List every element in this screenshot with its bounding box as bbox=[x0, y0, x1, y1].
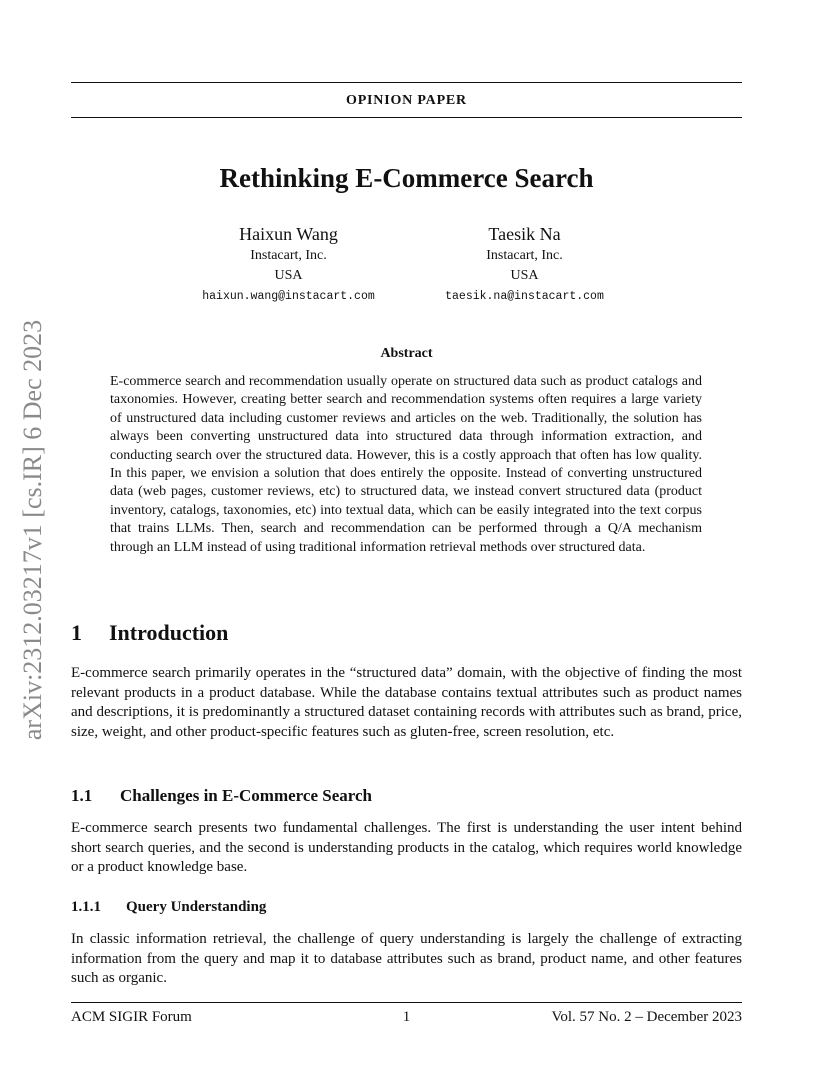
introduction-paragraph: E-commerce search primarily operates in the “structured data” domain, with the objective of finding the most relevant products in a product database. While the database contains textual attributes such as product names and descriptions, it is predominantly a structured dataset containing records with attributes such as brand, price, size, weight, and other product-specific features such as gluten-free, screen resolution, etc. bbox=[71, 665, 742, 740]
abstract-heading: Abstract bbox=[380, 346, 433, 361]
author-country: USA bbox=[510, 268, 539, 283]
section-title: Challenges in E-Commerce Search bbox=[120, 786, 372, 805]
author-affiliation: Instacart, Inc. bbox=[250, 248, 327, 263]
arxiv-sidebar bbox=[8, 300, 58, 760]
author-country: USA bbox=[274, 268, 303, 283]
challenges-paragraph: E-commerce search presents two fundamental challenges. The first is understanding the user intent behind short search queries, and the second is understanding products in the catalog, which requires world knowledge or a product knowledge base. bbox=[71, 820, 742, 876]
footer-page-number: 1 bbox=[402, 1009, 411, 1025]
abstract-text: E-commerce search and recommendation usually operate on structured data such as product catalogs and taxonomies. However, creating better search and recommendation systems often requires a large variety of unstructured data including customer reviews and articles on the web. Traditionally, the solution has always been converting unstructured data into structured data through information extraction, and conducting search over the structured data. However, this is a costly approach that often has low quality. In this paper, we envision a solution that does entirely the opposite. Instead of converting unstructured data (web pages, customer reviews, etc) to structured data, we instead convert structured data (product inventory, catalogs, taxonomies, etc) into textual data, which can be easily integrated into the text corpus that trains LLMs. Then, search and recommendation can be performed through a Q/A mechanism through an LLM instead of using traditional information retrieval methods over structured data. bbox=[110, 374, 702, 555]
author-name: Taesik Na bbox=[488, 224, 561, 244]
section-heading-challenges bbox=[71, 786, 372, 806]
author-card bbox=[407, 222, 643, 308]
author-card bbox=[171, 222, 407, 308]
query-understanding-paragraph: In classic information retrieval, the challenge of query understanding is largely the challenge of extracting information from the query and map it to database attributes such as brand, product name, and other features such as organic. bbox=[71, 931, 742, 987]
section-heading-query-understanding bbox=[71, 899, 266, 916]
arxiv-identifier: arXiv:2312.03217v1 [cs.IR] 6 Dec 2023 bbox=[18, 319, 47, 741]
paper-title: Rethinking E-Commerce Search bbox=[219, 163, 594, 193]
footer-issue: Vol. 57 No. 2 – December 2023 bbox=[551, 1009, 742, 1025]
header-top-rule bbox=[71, 82, 742, 83]
author-affiliation: Instacart, Inc. bbox=[486, 248, 563, 263]
author-name: Haixun Wang bbox=[239, 224, 338, 244]
section-title: Introduction bbox=[109, 620, 229, 645]
section-number: 1.1.1 bbox=[71, 899, 101, 915]
section-number: 1 bbox=[71, 620, 82, 645]
author-email: taesik.na@instacart.com bbox=[445, 290, 604, 303]
author-email: haixun.wang@instacart.com bbox=[202, 290, 375, 303]
footer-venue: ACM SIGIR Forum bbox=[71, 1009, 192, 1025]
paper-type-label: OPINION PAPER bbox=[346, 93, 467, 108]
section-heading-introduction bbox=[71, 620, 228, 646]
footer-rule bbox=[71, 1002, 742, 1003]
author-block bbox=[71, 222, 742, 308]
header-bottom-rule bbox=[71, 117, 742, 118]
section-title: Query Understanding bbox=[126, 899, 267, 915]
section-number: 1.1 bbox=[71, 786, 93, 805]
